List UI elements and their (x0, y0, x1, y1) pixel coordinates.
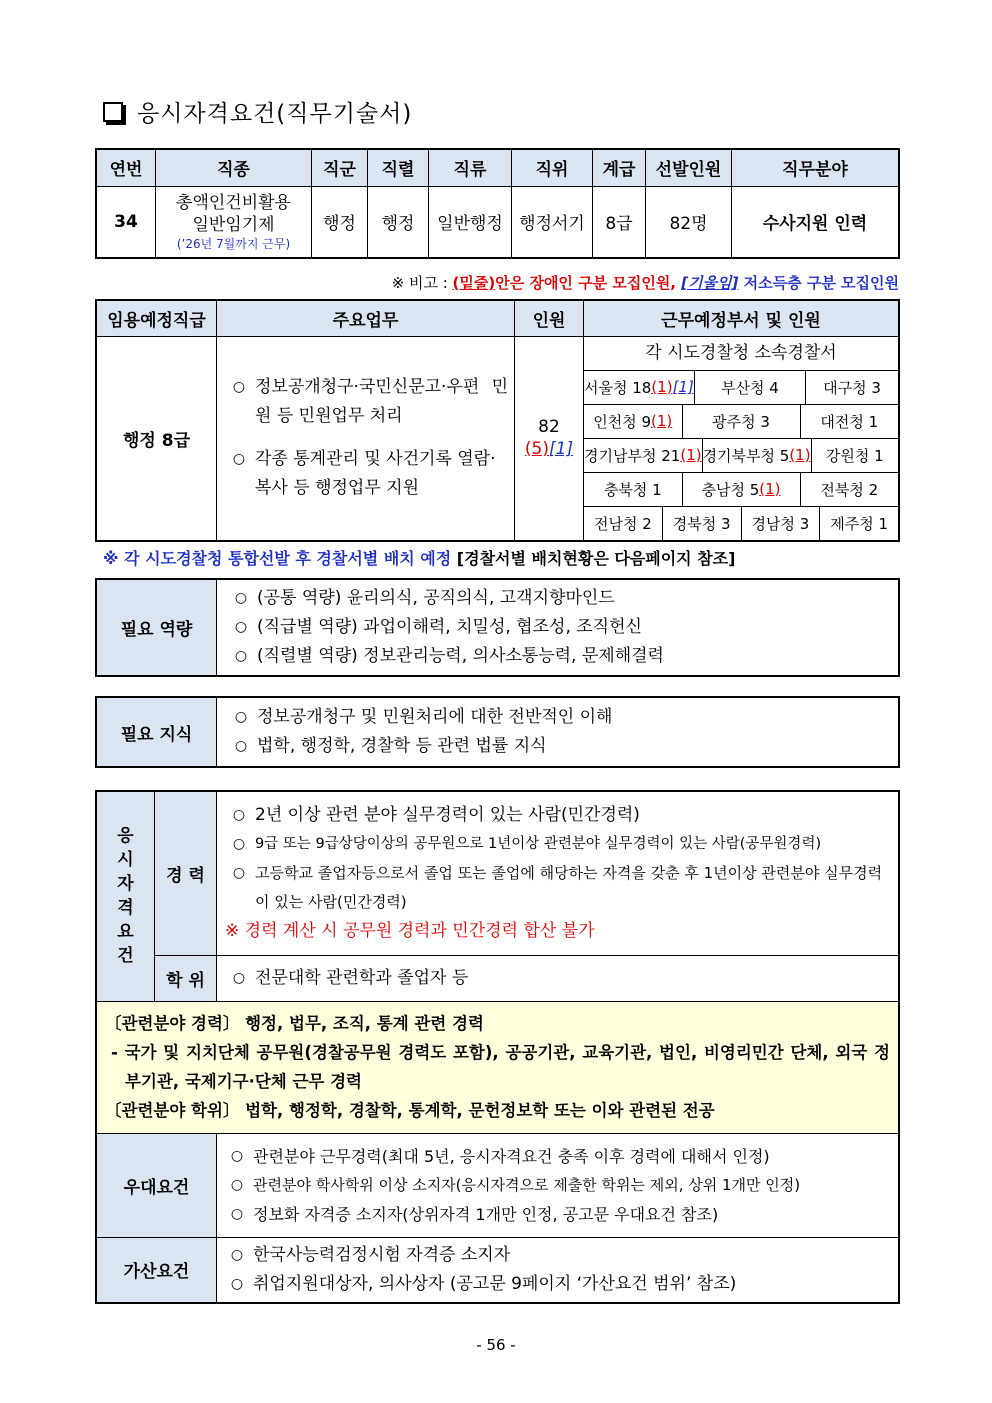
career-item (223, 830, 892, 859)
count-cell (515, 336, 584, 541)
dept-cell (806, 371, 898, 404)
bonus-item (221, 1241, 894, 1270)
dept-cell (820, 507, 898, 540)
competency-item (225, 613, 890, 642)
header-cell: 계급 (593, 149, 646, 186)
checkbox-square-icon (103, 102, 123, 122)
bonus-item (221, 1270, 894, 1299)
preference-text: 관련분야 학사학위 이상 소지자(응시자격으로 제출한 학위는 제외, 상위 1개만 인정) (253, 1175, 801, 1194)
dept-lowincome: [1] (672, 378, 694, 396)
bullet-circle-icon: ○ (232, 806, 246, 823)
knowledge-items (217, 697, 900, 767)
note-underline: (밑줄) (452, 274, 496, 292)
notice-blue: ※ 각 시도경찰청 통합선발 후 경찰서별 배치 예정 (103, 549, 457, 568)
dept-disabled: (1) (651, 412, 673, 430)
notice-black: [경찰서별 배치현황은 다음페이지 참조] (456, 549, 736, 568)
related-career-detail: - 국가 및 지치단체 공무원(경찰공무원 경력도 포함), 공공기관, 교육기관, 법인, 비영리민간 단체, 외국 정부기관, 국제기구·단체 근무 경력 (111, 1043, 890, 1091)
job-position: 행정서기 (512, 186, 593, 258)
preference-text: 관련분야 근무경력(최대 5년, 응시자격요건 충족 이후 경력에 대해서 인정) (253, 1146, 770, 1166)
bullet-circle-icon: ○ (234, 709, 248, 725)
competency-item (225, 584, 890, 613)
page-number: - 56 - (476, 1336, 516, 1354)
header-cell: 연번 (96, 149, 156, 186)
competency-text: (직급별 역량) 과업이해력, 치밀성, 협조성, 조직헌신 (257, 617, 642, 637)
dept-cell (584, 473, 683, 506)
position-table (95, 148, 900, 259)
dept-row (584, 439, 898, 473)
competency-text: (공통 역량) 윤리의식, 공직의식, 고객지향마인드 (257, 588, 615, 608)
dept-name: 경기북부청 5 (702, 446, 790, 465)
dept-name: 대구청 3 (823, 378, 881, 397)
competency-label: 필요 역량 (96, 579, 217, 676)
dept-cell (742, 507, 821, 540)
dept-cell (683, 405, 801, 438)
bonus-text: 한국사능력검정시험 자격증 소지자 (253, 1244, 511, 1265)
dept-name: 충남청 5 (701, 480, 760, 499)
bonus-text: 취업지원대상자, 의사상자 (공고문 9페이지 ‘가산요건 범위’ 참조) (253, 1273, 737, 1294)
career-text: 2년 이상 관련 분야 실무경력이 있는 사람(민간경력) (255, 804, 640, 825)
bullet-circle-icon: ○ (232, 835, 246, 852)
header-cell: 근무예정부서 및 인원 (584, 300, 900, 336)
bullet-circle-icon: ○ (234, 590, 248, 606)
dept-row (584, 405, 898, 439)
side-char: 응 (117, 826, 134, 847)
bullet-circle-icon: ○ (230, 1176, 244, 1193)
competency-table (95, 578, 900, 677)
placement-notice (103, 546, 735, 569)
dept-cell (695, 371, 806, 404)
dept-disabled: (1) (789, 446, 811, 464)
dept-name: 전남청 2 (593, 514, 652, 533)
row-number: 34 (96, 186, 156, 258)
dept-name: 충북청 1 (603, 480, 662, 499)
header-cell: 임용예정직급 (96, 300, 217, 336)
job-class: 일반행정 (429, 186, 512, 258)
bullet-circle-icon: ○ (230, 1205, 244, 1222)
duty-item (223, 373, 508, 431)
preference-text: 정보화 자격증 소지자(상위자격 1개만 인정, 공고문 우대요건 참조) (253, 1204, 719, 1224)
dept-name: 제주청 1 (830, 514, 889, 533)
dept-cell (683, 473, 801, 506)
related-degree-line: 〔관련분야 학위〕 법학, 행정학, 경찰학, 통계학, 문헌정보학 또는 이와 관련된 전공 (105, 1101, 715, 1120)
dept-name: 광주청 3 (712, 412, 770, 431)
degree-item (217, 955, 900, 1001)
job-grade: 8급 (593, 186, 646, 258)
dept-cell (703, 439, 812, 472)
dept-name: 전북청 2 (820, 480, 879, 499)
duty-item (223, 445, 508, 503)
degree-text: 전문대학 관련학과 졸업자 등 (255, 967, 469, 988)
career-text: 9급 또는 9급상당이상의 공무원으로 1년이상 관련분야 실무경력이 있는 사람(공무원경력) (255, 835, 822, 852)
bullet-circle-icon: ○ (232, 969, 246, 986)
related-field-box (96, 1001, 899, 1133)
count-disabled: (5) (524, 439, 549, 459)
bullet-circle-icon: ○ (230, 1147, 244, 1164)
side-char: 요 (117, 922, 134, 943)
page-title: 응시자격요건(직무기술서) (137, 101, 413, 127)
dept-name: 서울청 18 (584, 378, 652, 397)
related-career-line: 〔관련분야 경력〕 행정, 법무, 조직, 통계 관련 경력 (105, 1014, 484, 1033)
header-cell: 인원 (515, 300, 584, 336)
dept-disabled: (1) (680, 446, 702, 464)
job-type-line: 일반임기제 (192, 214, 275, 235)
note-italic: [기울임] (681, 274, 739, 292)
header-cell: 직무분야 (732, 149, 900, 186)
job-count: 82명 (646, 186, 732, 258)
dept-cell (812, 439, 898, 472)
degree-line (223, 964, 892, 993)
bullet-circle-icon: ○ (234, 738, 248, 754)
dept-disabled: (1) (651, 378, 673, 396)
preference-items (217, 1133, 900, 1237)
career-text: 고등학교 졸업자등으로서 졸업 또는 졸업에 해당하는 자격을 갖춘 후 1년이상 관련분야 실무경력이 있는 사람(민간경력) (255, 863, 883, 911)
qualification-table (95, 790, 900, 1304)
knowledge-item (225, 703, 890, 732)
count-lowincome: [1] (549, 439, 574, 459)
side-char: 격 (117, 898, 134, 919)
bullet-circle-icon: ○ (230, 1275, 244, 1292)
qualification-side-label (96, 791, 155, 1001)
preference-label: 우대요건 (96, 1133, 217, 1237)
header-cell: 직군 (312, 149, 368, 186)
competency-text: (직렬별 역량) 정보관리능력, 의사소통능력, 문제해결력 (257, 646, 664, 666)
dept-title: 각 시도경찰청 소속경찰서 (584, 337, 898, 371)
bonus-label: 가산요건 (96, 1237, 217, 1303)
knowledge-text: 정보공개청구 및 민원처리에 대한 전반적인 이해 (257, 707, 613, 727)
bonus-items (217, 1237, 900, 1303)
note-mid: 안은 장애인 구분 모집인원, (495, 274, 682, 292)
knowledge-text: 법학, 행정학, 경찰학 등 관련 법률 지식 (257, 736, 547, 756)
dept-row (584, 507, 898, 540)
header-cell: 직렬 (368, 149, 429, 186)
count-value: 82 (538, 417, 560, 437)
dept-name: 경북청 3 (672, 514, 731, 533)
dept-cell (584, 507, 663, 540)
bullet-circle-icon: ○ (232, 379, 246, 395)
career-item (223, 859, 892, 917)
job-field: 수사지원 인력 (732, 186, 900, 258)
job-group: 행정 (312, 186, 368, 258)
job-type-line: 총액인건비활용 (176, 192, 291, 213)
bullet-circle-icon: ○ (232, 451, 246, 467)
dept-row (584, 371, 898, 405)
degree-label: 학 위 (155, 955, 217, 1001)
rank-cell: 행정 8급 (96, 336, 217, 541)
note-prefix: ※ 비고 : (391, 274, 453, 292)
dept-cell (663, 507, 742, 540)
dept-name: 부산청 4 (721, 378, 779, 397)
competency-items (217, 579, 900, 676)
career-items (217, 791, 900, 955)
job-type (156, 186, 312, 258)
competency-item (225, 642, 890, 671)
career-item (223, 801, 892, 830)
job-type-note: (’26년 7월까지 근무) (176, 236, 291, 251)
note-suffix: 저소득층 구분 모집인원 (738, 274, 899, 292)
knowledge-table (95, 696, 900, 768)
header-cell: 직위 (512, 149, 593, 186)
dept-cell (801, 473, 899, 506)
duty-text: 각종 통계관리 및 사건기록 열람·복사 등 행정업무 지원 (255, 449, 496, 498)
dept-disabled: (1) (759, 480, 781, 498)
side-char: 자 (117, 874, 134, 895)
preference-item (221, 1142, 894, 1171)
knowledge-item (225, 732, 890, 761)
bullet-circle-icon: ○ (234, 619, 248, 635)
side-char: 건 (117, 946, 134, 967)
assignment-table (95, 299, 900, 542)
career-label: 경 력 (155, 791, 217, 955)
career-warning: ※ 경력 계산 시 공무원 경력과 민간경력 합산 불가 (225, 920, 595, 941)
dept-name: 경기남부청 21 (584, 446, 681, 465)
header-cell: 선발인원 (646, 149, 732, 186)
bullet-circle-icon: ○ (232, 864, 246, 881)
header-cell: 직류 (429, 149, 512, 186)
dept-cell (801, 405, 899, 438)
dept-name: 인천청 9 (593, 412, 652, 431)
bullet-circle-icon: ○ (230, 1246, 244, 1263)
dept-name: 경남청 3 (751, 514, 810, 533)
duties-cell (217, 336, 515, 541)
dept-name: 대전청 1 (820, 412, 879, 431)
dept-cell (584, 405, 683, 438)
bullet-circle-icon: ○ (234, 648, 248, 664)
preference-item (221, 1171, 894, 1200)
dept-grid (584, 371, 898, 540)
preference-item (221, 1200, 894, 1229)
dept-name: 강원청 1 (825, 446, 884, 465)
dept-row (584, 473, 898, 507)
header-cell: 주요업무 (217, 300, 515, 336)
recruitment-note (392, 272, 899, 293)
job-series: 행정 (368, 186, 429, 258)
dept-cell (584, 439, 703, 472)
knowledge-label: 필요 지식 (96, 697, 217, 767)
header-cell: 직종 (156, 149, 312, 186)
side-char: 시 (117, 850, 134, 871)
dept-cell (584, 336, 900, 541)
section-heading (103, 95, 412, 128)
duty-text: 정보공개청구·국민신문고·우편 민원 등 민원업무 처리 (255, 377, 508, 426)
dept-cell (584, 371, 695, 404)
